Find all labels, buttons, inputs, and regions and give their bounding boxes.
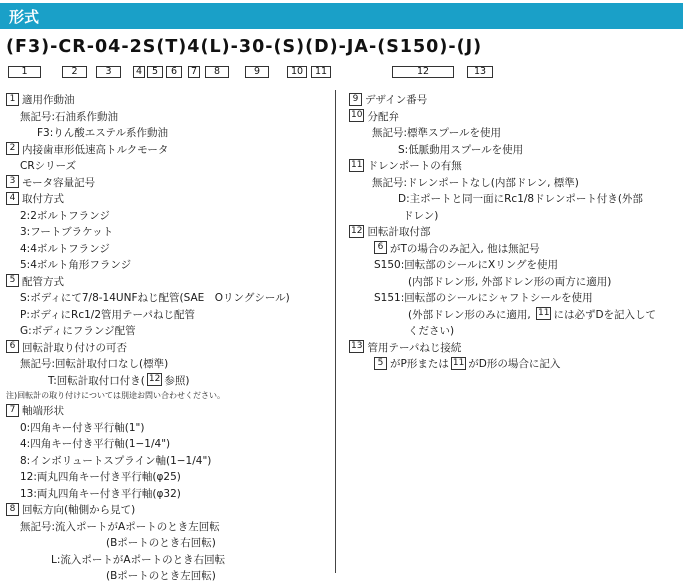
section-6-line-text: T:回転計取付口付き( (48, 374, 145, 387)
section-6-note: 注)回転計の取り付けについては別途お問い合わせください。 (6, 391, 225, 400)
code-box-12: 12 (392, 66, 454, 78)
section-4-title: 取付方式 (22, 193, 64, 205)
section-7-line: 13:両丸四角キー付き平行軸(φ32) (20, 487, 181, 500)
section-12-line: ください) (408, 325, 455, 337)
code-box-6: 6 (166, 66, 182, 78)
section-9-heading (349, 92, 679, 109)
section-12-title: 回転計取付部 (367, 226, 431, 238)
section-10-heading (349, 109, 679, 126)
section-12-line-text: (外部ドレン形のみに適用, (408, 308, 535, 321)
section-1-title: 適用作動油 (22, 94, 75, 106)
section-10-title: 分配弁 (367, 110, 399, 123)
section-12-heading (349, 224, 679, 241)
section-5-line: G:ボディにフランジ配管 (20, 325, 136, 337)
code-box-7: 7 (188, 66, 200, 78)
section-11-line: 無記号:ドレンポートなし(内部ドレン, 標準) (372, 176, 579, 189)
section-2-heading (6, 142, 331, 159)
section-6-heading (6, 340, 331, 357)
section-7-line: 4:四角キー付き平行軸(1−1/4") (20, 438, 171, 450)
section-8-line: L:流入ポートがAポートのとき右回転 (51, 553, 226, 566)
section-4-line: 2:2ボルトフランジ (20, 209, 110, 222)
section-7-line: 8:インボリュートスプライン軸(1−1/4") (20, 454, 212, 467)
section-4-line: 3:フートブラケット (20, 226, 114, 238)
section-7-title: 軸端形状 (22, 405, 64, 417)
code-box-4: 4 (133, 66, 145, 78)
section-title: 形式 (9, 8, 40, 26)
section-1-line: 無記号:石油系作動油 (20, 110, 119, 123)
section-11-line: ドレン) (403, 209, 439, 222)
section-6-line-text: 参照) (164, 374, 190, 387)
section-5-number: 5 (6, 274, 19, 287)
section-7-line: 12:両丸四角キー付き平行軸(φ25) (20, 471, 181, 483)
section-7-number: 7 (6, 404, 19, 417)
section-5-line: P:ボディにRc1/2管用テーパねじ配管 (20, 308, 195, 321)
section-8-number: 8 (6, 503, 19, 516)
section-3-number: 3 (6, 175, 19, 188)
code-box-2: 2 (62, 66, 87, 78)
section-13-number: 13 (351, 341, 363, 351)
section-12-line: S150:回転部のシールにXリングを使用 (374, 259, 559, 271)
section-6-title: 回転計取り付けの可否 (22, 341, 127, 354)
section-12-line: (内部ドレン形, 外部ドレン形の両方に適用) (408, 275, 612, 288)
section-10-line: 無記号:標準スプールを使用 (372, 127, 502, 139)
section-6-number: 6 (6, 340, 19, 353)
ref-box-12: 12 (148, 374, 161, 384)
section-13-line (349, 356, 679, 373)
section-13-title: 管用テーパねじ接続 (367, 341, 462, 354)
section-8-line: (Bポートのとき左回転) (106, 570, 216, 582)
section-9-title: デザイン番号 (365, 94, 428, 106)
section-4-line: 4:4ボルトフランジ (20, 242, 110, 255)
code-box-11: 11 (311, 66, 331, 78)
model-code: (F3)-CR-04-2S(T)4(L)-30-(S)(D)-JA-(S150)-(J) (6, 37, 483, 57)
ref-box-11: 11 (452, 357, 465, 368)
ref-box-5: 5 (374, 357, 387, 370)
section-12-line (349, 307, 679, 324)
section-8-title: 回転方向(軸側から見て) (22, 504, 136, 516)
code-box-13: 13 (467, 66, 493, 78)
section-1-heading (6, 92, 331, 109)
section-10-line: S:低脈動用スプールを使用 (398, 143, 524, 156)
right-column (349, 92, 679, 373)
section-2-number: 2 (6, 142, 19, 155)
code-box-1: 1 (8, 66, 41, 78)
section-5-title: 配管方式 (22, 275, 64, 288)
section-7-heading (6, 403, 331, 420)
section-4-line: 5:4ボルト角形フランジ (20, 259, 132, 271)
section-2-line: CRシリーズ (20, 160, 77, 172)
section-1-number: 1 (6, 93, 19, 106)
code-box-3: 3 (96, 66, 121, 78)
ref-box-11: 11 (538, 308, 550, 318)
ref-box-6: 6 (374, 241, 387, 254)
section-5-line: S:ボディにて7/8-14UNFねじ配管(SAE Oリングシール) (20, 292, 290, 304)
section-6-line: 無記号:回転計取付口なし(標準) (20, 358, 169, 370)
section-7-line: 0:四角キー付き平行軸(1") (20, 421, 145, 434)
section-12-line: S151:回転部のシールにシャフトシールを使用 (374, 292, 593, 304)
section-11-title: ドレンポートの有無 (367, 160, 462, 172)
section-8-line: 無記号:流入ポートがAポートのとき左回転 (20, 520, 220, 533)
section-8-heading (6, 502, 331, 519)
section-8-line: (Bポートのとき右回転) (106, 537, 216, 549)
code-box-5: 5 (147, 66, 163, 78)
section-5-heading (6, 274, 331, 291)
column-divider (335, 90, 336, 573)
section-12-line (349, 241, 679, 258)
section-10-number: 10 (351, 110, 363, 120)
section-6-line (6, 373, 331, 390)
section-11-heading (349, 158, 679, 175)
section-header (0, 3, 683, 29)
section-3-heading (6, 175, 331, 192)
section-3-title: モータ容量記号 (22, 176, 96, 189)
section-12-line-text: には必ずDを記入して (553, 308, 657, 321)
section-4-number: 4 (6, 192, 19, 205)
section-1-line: F3:りん酸エステル系作動油 (37, 127, 169, 139)
section-13-heading (349, 340, 679, 357)
section-13-line-text: がD形の場合に記入 (468, 358, 561, 370)
code-box-8: 8 (205, 66, 229, 78)
section-11-number: 11 (351, 159, 363, 170)
section-13-line-text: がP形または (390, 358, 449, 370)
left-column (6, 92, 331, 585)
code-box-9: 9 (245, 66, 269, 78)
section-4-heading (6, 191, 331, 208)
code-box-10: 10 (287, 66, 307, 78)
section-12-line-text: がTの場合のみ記入, 他は無記号 (390, 242, 540, 255)
section-9-number: 9 (349, 93, 362, 106)
section-12-number: 12 (351, 225, 363, 236)
section-11-line: D:主ポートと同一面にRc1/8ドレンポート付き(外部 (398, 193, 643, 205)
section-2-title: 内接歯車形低速高トルクモータ (22, 143, 169, 156)
